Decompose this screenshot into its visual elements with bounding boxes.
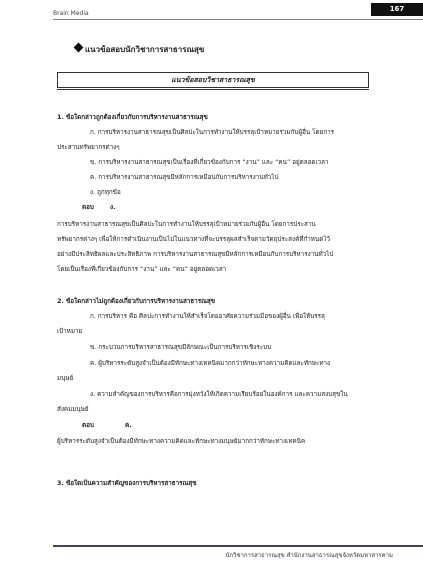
header-rule bbox=[53, 19, 423, 20]
header-brand: Brain Media bbox=[53, 10, 89, 17]
q2-option-d-line2: สังคมมนุษย์ bbox=[57, 406, 89, 413]
q2-explanation-line1: ผู้บริหารระดับสูงจำเป็นต้องมีทักษะทางความคิดและทักษะทางมนุษย์มากกว่าทักษะทางเทคนิค bbox=[57, 438, 306, 445]
q1-option-d: ง. ถูกทุกข้อ bbox=[90, 189, 121, 196]
diamond-bullet-icon bbox=[74, 43, 84, 53]
q1-answer-label: ตอบ bbox=[82, 204, 94, 211]
q1-option-a-line1: ก. การบริหารงานสาธารณสุขเป็นศิลปะในการทำงานให้บรรลุเป้าหมายร่วมกับผู้อื่น โดยการ bbox=[90, 129, 335, 136]
q2-answer: ค. bbox=[125, 422, 132, 429]
q1-answer: ง. bbox=[110, 204, 116, 211]
q1-option-a-line2: ประสานทรัพยากรต่างๆ bbox=[57, 144, 120, 151]
q2-option-c-line2: มนุษย์ bbox=[57, 375, 74, 382]
q2-option-d-line1: ง. ความสำคัญของการบริหารคือการมุ่งหวังให้เกิดความเรียบร้อยในองค์การ และความสงบสุขใน bbox=[90, 391, 348, 398]
q1-explanation-line3: อย่างมีประสิทธิผลและประสิทธิภาพ การบริหารงานสาธารณสุขมีหลักการเหมือนกับการบริหารงานทั่วไป bbox=[57, 251, 334, 258]
q2-option-a-line2: เป้าหมาย bbox=[57, 328, 83, 335]
section-title: แนวข้อสอบนักวิชาการสาธารณสุข bbox=[85, 45, 205, 54]
q1-title: 1. ข้อใดกล่าวถูกต้องเกี่ยวกับการบริหารงานสาธารณสุข bbox=[57, 114, 208, 121]
q1-option-b: ข. การบริหารงานสาธารณสุขเป็นเรื่องที่เกี่ยวข้องกับการ “งาน” และ “คน” อยู่ตลอดเวลา bbox=[90, 159, 329, 166]
q1-explanation-line1: การบริหารงานสาธารณสุขเป็นศิลปะในการทำงานให้บรรลุเป้าหมายร่วมกับผู้อื่น โดยการประสาน bbox=[57, 221, 316, 228]
q1-explanation-line2: ทรัพยากรต่างๆ เพื่อให้การดำเนินงานเป็นไปในแนวทางที่จะบรรลุผลสำเร็จตามวัตถุประสงค์ที่กำหนดไว้ bbox=[57, 236, 331, 243]
q2-option-c-line1: ค. ผู้บริหารระดับสูงจำเป็นต้องมีทักษะทางเทคนิคมากกว่าทักษะทางความคิดและทักษะทาง bbox=[90, 360, 331, 367]
page-number: 167 bbox=[371, 3, 423, 16]
q1-explanation-line4: โดยเป็นเรื่องที่เกี่ยวข้องกับการ “งาน” และ “คน” อยู่ตลอดเวลา bbox=[57, 266, 227, 273]
q2-title: 2. ข้อใดกล่าวไม่ถูกต้องเกี่ยวกับการบริหารงานสาธารณสุข bbox=[57, 298, 216, 305]
subject-banner: แนวข้อสอบวิชาสาธารณสุข bbox=[57, 72, 369, 88]
footer-rule bbox=[53, 545, 423, 547]
q1-option-c: ค. การบริหารงานสาธารณสุขมีหลักการเหมือนกับการบริหารงานทั่วไป bbox=[90, 174, 279, 181]
footer-text: นักวิชาการสาธารณสุข สำนักงานสาธารณสุขจังหวัดมหาสารคาม bbox=[225, 552, 393, 559]
banner-underline bbox=[57, 89, 369, 90]
q2-answer-label: ตอบ bbox=[82, 422, 94, 429]
q2-option-b: ข. กระบวนการบริหารสาธารณสุขมีลักษณะเป็นการบริหารเชิงระบบ bbox=[90, 344, 272, 351]
q2-option-a-line1: ก. การบริหาร คือ ศิลปะการทำงานให้สำเร็จโดยอาศัยความร่วมมือของผู้อื่น เพื่อให้บรรลุ bbox=[90, 313, 325, 320]
q3-title: 3. ข้อใดเป็นความสำคัญของการบริหารสาธารณสุข bbox=[57, 480, 197, 487]
